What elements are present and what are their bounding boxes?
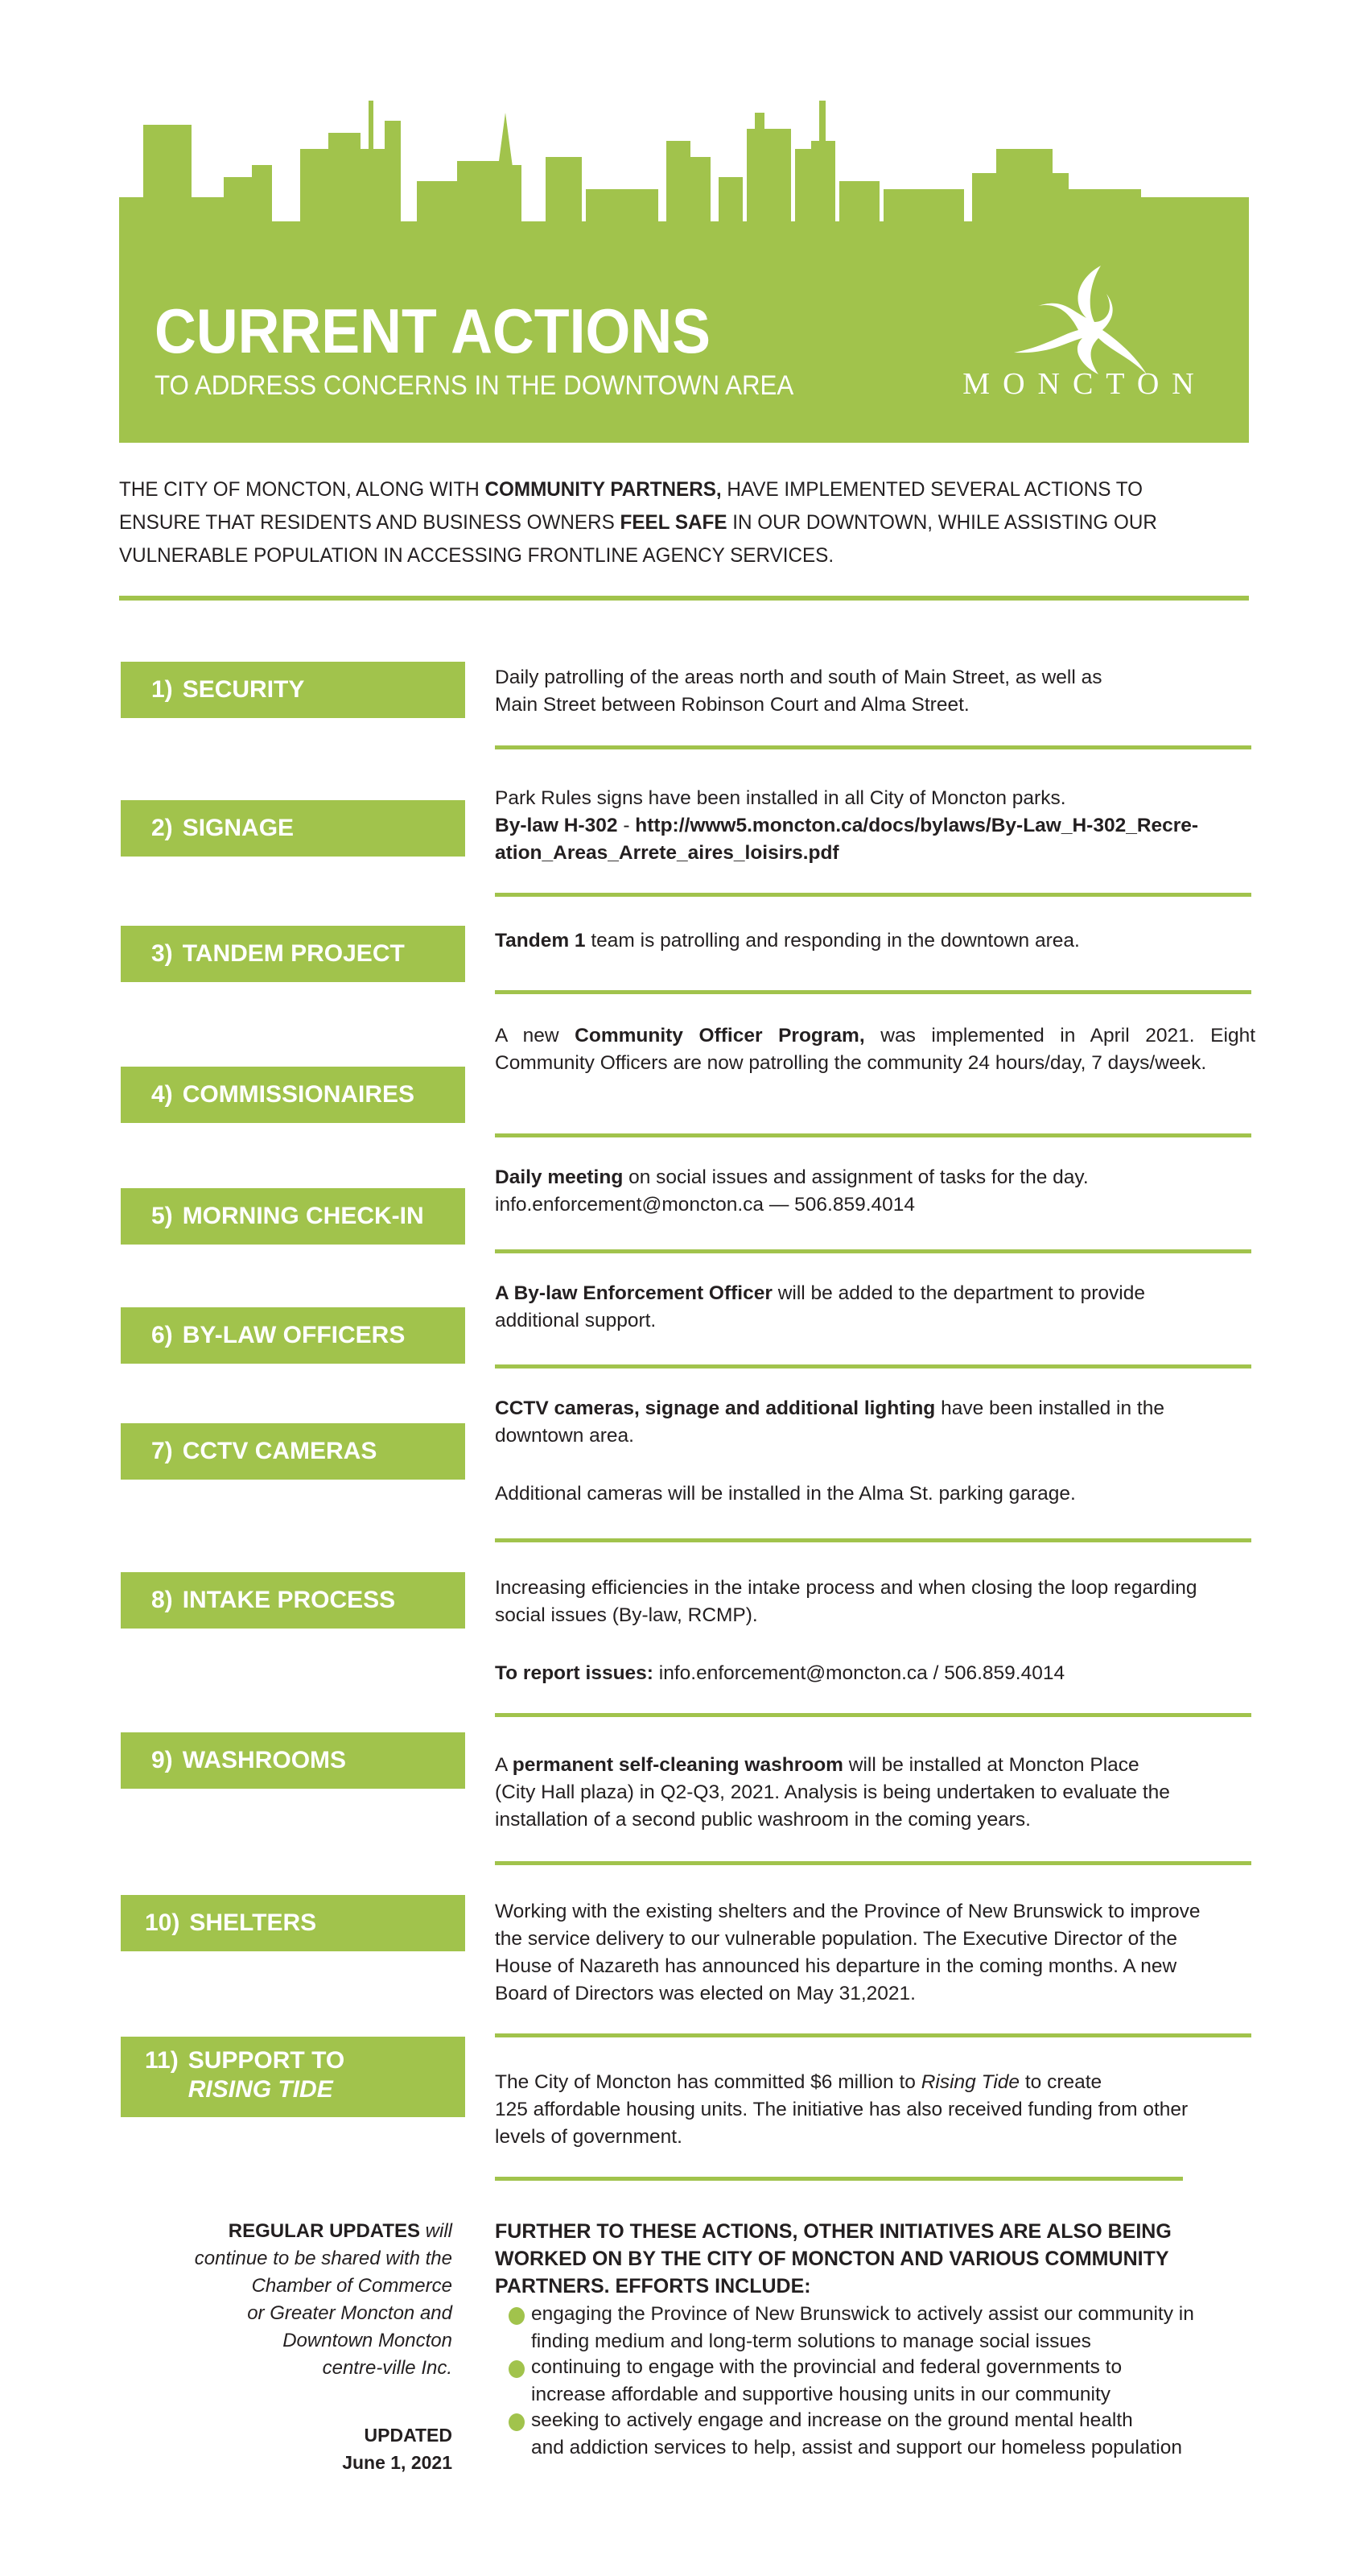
action-label-shelters: [121, 1895, 465, 1951]
desc-line: Working with the existing shelters and the Province of New Brunswick to improve: [495, 1901, 1201, 1922]
desc-line: installation of a second public washroom in the coming years.: [495, 1809, 1031, 1831]
desc-line: the service delivery to our vulnerable population. The Executive Director of the: [495, 1928, 1177, 1950]
desc-bold: Tandem 1: [495, 930, 586, 952]
updated-stamp: [121, 2421, 452, 2476]
action-label-security: [121, 662, 465, 718]
initiative-bullet: [509, 2354, 1257, 2409]
updates-bold: REGULAR UPDATES: [228, 2220, 420, 2242]
desc-bold: A By-law Enforcement Officer: [495, 1282, 773, 1304]
action-title: CCTV CAMERAS: [182, 1438, 377, 1464]
desc-text: team is patrolling and responding in the downtown area.: [585, 930, 1080, 952]
contact-info[interactable]: info.enforcement@moncton.ca — 506.859.4014: [495, 1194, 916, 1216]
action-title: [188, 2046, 344, 2104]
action-title-line1: SUPPORT TO: [187, 2047, 345, 2074]
action-title: SHELTERS: [189, 1909, 317, 1936]
page-title: CURRENT ACTIONS: [155, 295, 711, 366]
updates-line: centre-ville Inc.: [322, 2357, 452, 2379]
action-title-line2: RISING TIDE: [187, 2076, 333, 2103]
intro-text: HAVE IMPLEMENTED SEVERAL ACTIONS TO ENSURE THAT RESIDENTS AND BUSINESS OWNERS: [119, 478, 1143, 534]
divider: [495, 1133, 1251, 1137]
divider: [495, 1364, 1251, 1368]
desc-line: Board of Directors was elected on May 31,2021.: [495, 1983, 916, 2004]
action-number: 3): [151, 940, 173, 967]
desc-line: downtown area.: [495, 1425, 634, 1447]
action-number: 1): [151, 676, 173, 703]
action-description: [495, 927, 1255, 955]
updates-line: Downtown Moncton: [282, 2330, 452, 2351]
bylaw-ref: By-law H-302: [495, 815, 618, 836]
bullet-dot-icon: [509, 2413, 525, 2431]
desc-line: Additional cameras will be installed in the Alma St. parking garage.: [495, 1483, 1076, 1505]
desc-line: Increasing efficiencies in the intake process and when closing the loop regarding: [495, 1577, 1197, 1599]
desc-text: will be installed at Moncton Place: [843, 1754, 1139, 1776]
desc-line: Main Street between Robinson Court and Alma Street.: [495, 694, 970, 716]
desc-line: (City Hall plaza) in Q2-Q3, 2021. Analysis is being undertaken to evaluate the: [495, 1781, 1170, 1803]
action-label-commissionaires: [121, 1067, 465, 1123]
desc-line: Park Rules signs have been installed in all City of Moncton parks.: [495, 787, 1066, 809]
desc-bold: Community Officer Program,: [575, 1025, 865, 1046]
updates-text: will: [420, 2220, 452, 2242]
action-label-intake-process: [121, 1572, 465, 1629]
updates-line: continue to be shared with the: [194, 2248, 452, 2269]
action-title: SECURITY: [182, 676, 305, 703]
action-number: 10): [145, 1909, 180, 1936]
intro-bold: COMMUNITY PARTNERS,: [484, 478, 722, 501]
divider: [119, 596, 1249, 601]
action-label-cctv-cameras: [121, 1423, 465, 1480]
city-skyline-illustration: [119, 101, 1249, 250]
action-title: TANDEM PROJECT: [182, 940, 405, 967]
action-number: 7): [151, 1438, 173, 1464]
updated-label: UPDATED: [364, 2425, 452, 2446]
bullet-line: engaging the Province of New Brunswick to actively assist our community in: [531, 2303, 1194, 2325]
bullet-line: continuing to engage with the provincial and federal governments to: [531, 2356, 1123, 2378]
divider: [495, 745, 1251, 749]
action-number: 11): [145, 2047, 179, 2074]
action-description: [495, 1575, 1255, 1687]
bullet-line: seeking to actively engage and increase on the ground mental health: [531, 2409, 1133, 2431]
desc-line: levels of government.: [495, 2126, 682, 2148]
divider: [495, 1713, 1251, 1717]
desc-text: A new: [495, 1025, 575, 1046]
bullet-line: and addiction services to help, assist and support our homeless population: [531, 2437, 1182, 2458]
initiative-bullet: [509, 2301, 1257, 2355]
divider: [495, 990, 1251, 994]
divider: [495, 1249, 1251, 1253]
action-description: [495, 664, 1255, 719]
action-label-morning-check-in: [121, 1188, 465, 1245]
action-title: BY-LAW OFFICERS: [182, 1322, 406, 1348]
divider: [495, 2033, 1251, 2037]
desc-bold: permanent self-cleaning washroom: [512, 1754, 843, 1776]
desc-italic: Rising Tide: [921, 2071, 1020, 2093]
desc-text: was implemented in April 2021. Eight Community Officers are now patrolling the community 24 hours/day, 7 days/week.: [495, 1025, 1256, 1074]
updates-line: Chamber of Commerce: [251, 2275, 452, 2297]
divider: [495, 893, 1251, 897]
regular-updates-note: [121, 2218, 452, 2382]
desc-line: 125 affordable housing units. The initiative has also received funding from other: [495, 2099, 1189, 2120]
action-number: 2): [151, 815, 173, 841]
updates-line: or Greater Moncton and: [247, 2302, 452, 2324]
action-number: 5): [151, 1203, 173, 1229]
action-description: [495, 1395, 1255, 1508]
further-initiatives-heading: FURTHER TO THESE ACTIONS, OTHER INITIATIVES ARE ALSO BEING WORKED ON BY THE CITY OF MONCTON AND VARIOUS COMMUNITY PARTNERS. EFFORTS INCLUDE:: [495, 2220, 1172, 2297]
action-description: [495, 1898, 1255, 2008]
intro-text: THE CITY OF MONCTON, ALONG WITH: [119, 478, 485, 501]
action-title: MORNING CHECK-IN: [182, 1203, 424, 1229]
desc-line: House of Nazareth has announced his departure in the coming months. A new: [495, 1955, 1177, 1977]
intro-text: IN OUR DOWNTOWN, WHILE ASSISTING OUR VULNERABLE POPULATION IN ACCESSING FRONTLINE AGENCY SERVICES.: [119, 511, 1157, 567]
bullet-line: increase affordable and supportive housing units in our community: [531, 2384, 1110, 2405]
desc-text: A: [495, 1754, 513, 1776]
action-title: SIGNAGE: [182, 815, 295, 841]
desc-text: on social issues and assignment of tasks for the day.: [623, 1166, 1089, 1188]
action-number: 8): [151, 1587, 173, 1613]
action-label-washrooms: [121, 1732, 465, 1789]
desc-text: will be added to the department to provide: [772, 1282, 1145, 1304]
action-number: 6): [151, 1322, 173, 1348]
action-description: [495, 785, 1255, 867]
divider: [495, 1538, 1251, 1542]
divider: [495, 2177, 1183, 2181]
intro-bold: FEEL SAFE: [620, 511, 727, 534]
desc-line: Daily patrolling of the areas north and south of Main Street, as well as: [495, 667, 1102, 688]
desc-text: The City of Moncton has committed $6 million to: [495, 2071, 921, 2093]
action-description: [495, 1164, 1255, 1219]
contact-info[interactable]: info.enforcement@moncton.ca / 506.859.4014: [653, 1662, 1065, 1684]
bullet-dot-icon: [509, 2307, 525, 2325]
desc-bold: To report issues:: [495, 1662, 653, 1684]
separator: -: [617, 815, 636, 836]
bylaw-link-cont[interactable]: ation_Areas_Arrete_aires_loisirs.pdf: [495, 842, 839, 864]
action-title: COMMISSIONAIRES: [182, 1081, 415, 1108]
action-label-rising-tide: [121, 2037, 465, 2117]
initiative-bullet: [509, 2407, 1257, 2462]
desc-line: additional support.: [495, 1310, 657, 1331]
updated-date: June 1, 2021: [342, 2452, 452, 2473]
action-title: INTAKE PROCESS: [182, 1587, 396, 1613]
bylaw-link[interactable]: http://www5.moncton.ca/docs/bylaws/By-Law_H-302_Recre-: [635, 815, 1199, 836]
action-label-signage: [121, 800, 465, 857]
bullet-line: finding medium and long-term solutions to manage social issues: [531, 2330, 1091, 2352]
action-number: 4): [151, 1081, 173, 1108]
desc-line: social issues (By-law, RCMP).: [495, 1604, 758, 1626]
page-subtitle: TO ADDRESS CONCERNS IN THE DOWNTOWN AREA: [155, 370, 794, 401]
action-description: [495, 1752, 1255, 1834]
action-title: WASHROOMS: [182, 1747, 347, 1773]
desc-bold: CCTV cameras, signage and additional lighting: [495, 1397, 936, 1419]
action-number: 9): [151, 1747, 173, 1773]
action-description: [495, 1280, 1255, 1335]
intro-paragraph: [119, 473, 1220, 572]
logo-wordmark: MONCTON: [962, 367, 1207, 401]
desc-text: to create: [1020, 2071, 1102, 2093]
bullet-dot-icon: [509, 2360, 525, 2378]
action-label-by-law-officers: [121, 1307, 465, 1364]
action-label-tandem-project: [121, 926, 465, 982]
desc-text: have been installed in the: [935, 1397, 1164, 1419]
action-description: [495, 2069, 1255, 2151]
divider: [495, 1861, 1251, 1865]
action-description: [495, 1022, 1255, 1077]
desc-bold: Daily meeting: [495, 1166, 624, 1188]
